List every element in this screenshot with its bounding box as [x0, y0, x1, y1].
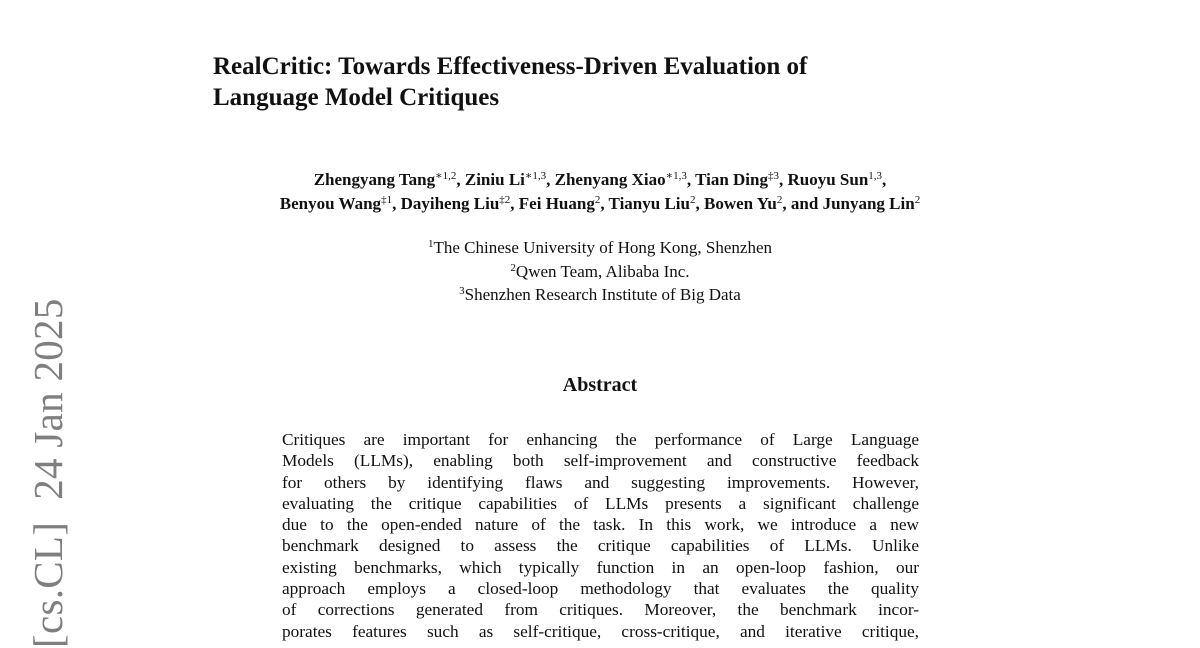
abstract-line: evaluating the critique capabilities of LLMs presents a significant challenge — [282, 493, 919, 513]
arxiv-category: [cs.CL] — [25, 521, 71, 648]
affiliation-text: The Chinese University of Hong Kong, Shenzhen — [433, 238, 773, 257]
author-marker: ‡1 — [381, 194, 393, 206]
affiliation-item — [300, 260, 900, 284]
abstract-line: Models (LLMs), enabling both self-improvement and constructive feedback — [282, 451, 919, 471]
author-marker: ∗1,3 — [524, 170, 547, 182]
affiliation-marker: 3 — [459, 285, 465, 297]
author-separator: , — [695, 194, 704, 213]
author-line-2 — [160, 192, 1040, 216]
author-separator: , — [686, 170, 696, 189]
abstract-line: porates features such as self-critique, cross-critique, and iterative critique, — [282, 621, 919, 641]
author-separator: , — [510, 194, 519, 213]
author-name: Ziniu Li — [464, 170, 525, 189]
author-marker: 2 — [776, 194, 783, 206]
author-line-1 — [160, 168, 1040, 192]
affiliation-item — [300, 283, 900, 307]
author-name: Tian Ding — [695, 170, 768, 189]
author-separator: , — [882, 170, 887, 189]
author-name: Benyou Wang — [279, 194, 382, 213]
author-name: Dayiheng Liu — [400, 194, 500, 213]
paper-title — [213, 51, 973, 113]
author-name: Bowen Yu — [703, 194, 777, 213]
abstract-line: of corrections generated from critiques. Moreover, the benchmark incor- — [282, 600, 919, 620]
author-separator: , — [456, 170, 465, 189]
author-name: Fei Huang — [518, 194, 595, 213]
abstract-line: due to the open-ended nature of the task. In this work, we introduce a new — [282, 515, 919, 535]
abstract-line: approach employs a closed-loop methodology that evaluates the quality — [282, 579, 919, 599]
affiliation-item — [300, 236, 900, 260]
author-name: Tianyu Liu — [608, 194, 690, 213]
author-marker: 2 — [689, 194, 696, 206]
author-separator: , and — [782, 194, 823, 213]
author-name: Zhenyang Xiao — [554, 170, 666, 189]
abstract-body — [282, 429, 922, 642]
author-marker: ‡2 — [499, 194, 511, 206]
affiliation-marker: 1 — [427, 238, 434, 250]
paper-title-line-2: Language Model Critiques — [213, 84, 500, 111]
author-separator: , — [546, 170, 555, 189]
author-marker: ∗1,3 — [665, 170, 687, 182]
affiliation-list — [300, 236, 900, 307]
author-list — [160, 168, 1040, 216]
author-name: Junyang Lin — [822, 194, 915, 213]
abstract-heading: Abstract — [562, 374, 638, 396]
author-marker: 1,3 — [868, 170, 883, 182]
author-marker: 2 — [594, 194, 601, 206]
abstract-line: Critiques are important for enhancing the performance of Large Language — [282, 430, 919, 449]
affiliation-text: Shenzhen Research Institute of Big Data — [464, 285, 741, 304]
paper-title-line-1: RealCritic: Towards Effectiveness-Driven Evaluation of — [213, 53, 808, 80]
author-separator: , — [600, 194, 609, 213]
author-name: Ruoyu Sun — [787, 170, 869, 189]
arxiv-date: 24 Jan 2025 — [25, 298, 71, 500]
author-marker: ∗1,2 — [435, 170, 457, 182]
abstract-line: benchmark designed to assess the critique capabilities of LLMs. Unlike — [282, 536, 919, 556]
author-separator: , — [778, 170, 788, 189]
author-marker: ‡3 — [767, 170, 779, 182]
arxiv-side-stamp — [25, 298, 71, 648]
abstract-line: for others by identifying flaws and suggesting improvements. However, — [282, 472, 919, 492]
abstract-line: existing benchmarks, which typically function in an open-loop fashion, our — [282, 557, 919, 577]
author-separator: , — [392, 194, 401, 213]
author-marker: 2 — [914, 194, 921, 206]
affiliation-marker: 2 — [510, 261, 516, 274]
affiliation-text: Qwen Team, Alibaba Inc. — [515, 261, 690, 281]
author-name: Zhengyang Tang — [313, 170, 436, 189]
